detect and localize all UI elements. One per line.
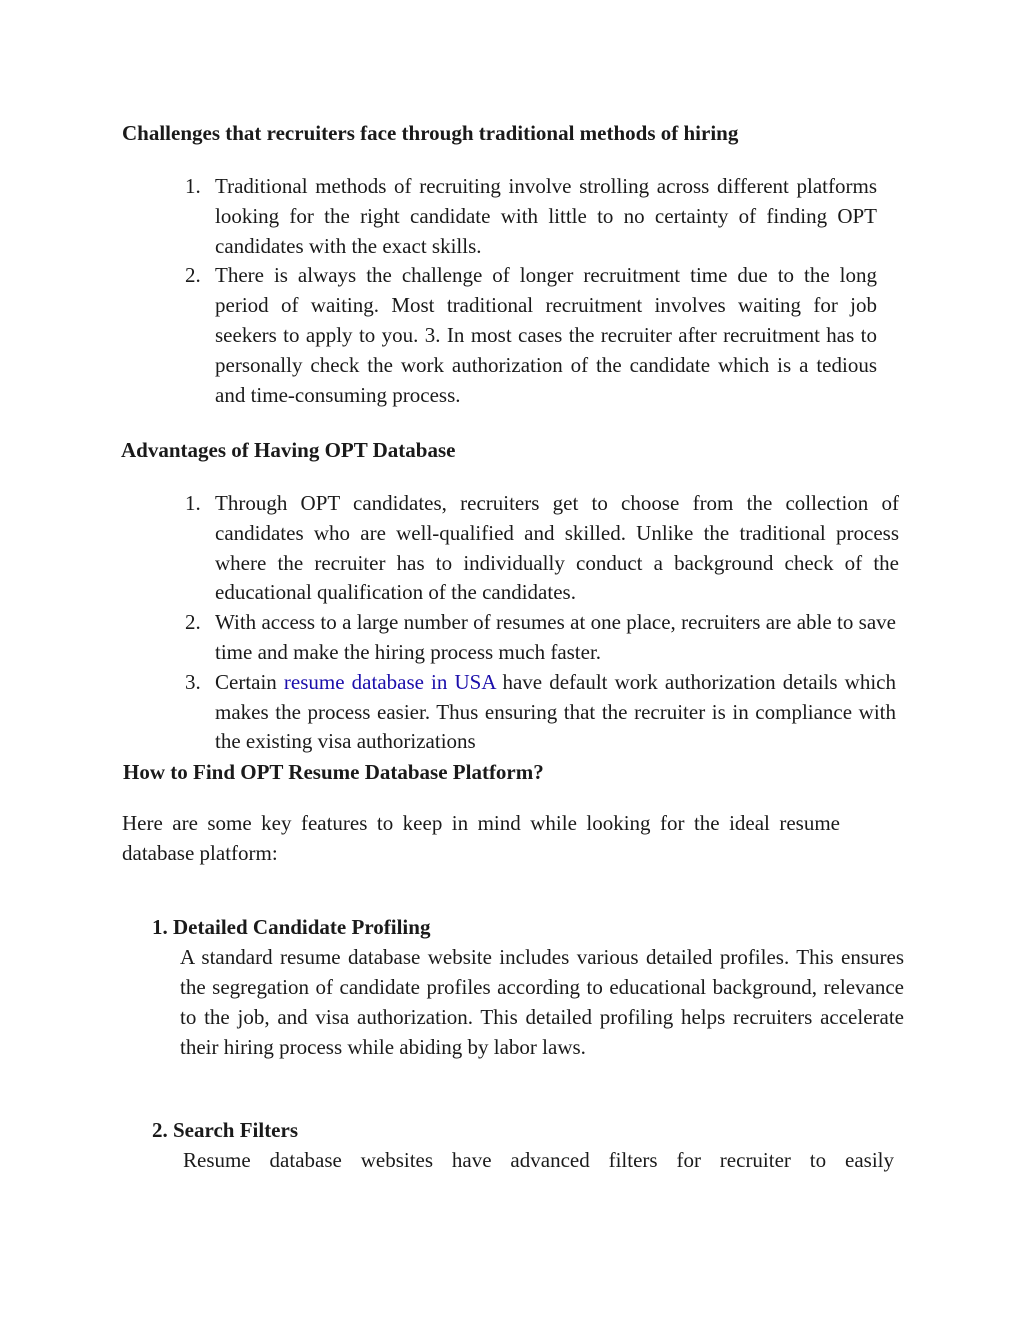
list-item-text: Traditional methods of recruiting involve strolling across different platforms looking for the right candidate with little to no certainty of finding OPT candidates with the exact skills. (215, 174, 877, 258)
list-number: 3. (185, 669, 201, 694)
section-heading-challenges: Challenges that recruiters face through traditional methods of hiring (122, 121, 739, 145)
intro-paragraph: Here are some key features to keep in mind while looking for the ideal resume database platform: (122, 811, 840, 865)
advantages-list (153, 489, 899, 757)
list-item-text: With access to a large number of resumes at one place, recruiters are able to save time and make the hiring process much faster. (215, 610, 896, 664)
feature-description: A standard resume database website includes various detailed profiles. This ensures the segregation of candidate profiles according to educational background, relevance to the job, and visa authorization. This detailed profiling helps recruiters accelerate their hiring process while abiding by labor laws. (180, 945, 904, 1059)
feature-search-filters (152, 1115, 894, 1175)
section-heading-how-to-find: How to Find OPT Resume Database Platform? (123, 760, 544, 784)
list-number: 1. (185, 491, 201, 515)
list-number: 1. (185, 174, 201, 198)
list-item-text: Through OPT candidates, recruiters get to choose from the collection of candidates who are well-qualified and skilled. Unlike the traditional process where the recruiter has to individually conduct a background check of the educational qualification of the candidates. (215, 491, 899, 605)
challenges-list (153, 172, 877, 410)
list-number: 2. (185, 263, 201, 288)
feature-title: 2. Search Filters (152, 1118, 298, 1142)
list-item-text: have default work authorization details which makes the process easier. Thus ensuring that the recruiter is in compliance with the existing visa authorizations (215, 669, 897, 754)
feature-detailed-profiling (152, 912, 904, 1062)
feature-description: Resume database websites have advanced filters for recruiter to easily (183, 1148, 894, 1172)
section-heading-advantages: Advantages of Having OPT Database (121, 438, 456, 462)
list-item-text: There is always the challenge of longer recruitment time due to the long period of waiting. Most traditional recruitment involves waiting for job seekers to apply to you. 3. In most cases the recruiter after recruitment has to personally check the work authorization of the candidate which is a tedious and time-consuming process. (215, 263, 877, 407)
list-item (153, 261, 877, 410)
list-item (153, 489, 899, 608)
list-item (153, 608, 899, 668)
list-item (153, 172, 877, 261)
resume-database-link[interactable]: resume database in USA (283, 669, 496, 694)
list-number: 2. (185, 610, 201, 635)
list-item-text: Certain (215, 669, 284, 694)
feature-title: 1. Detailed Candidate Profiling (152, 915, 431, 939)
list-item (153, 668, 899, 757)
